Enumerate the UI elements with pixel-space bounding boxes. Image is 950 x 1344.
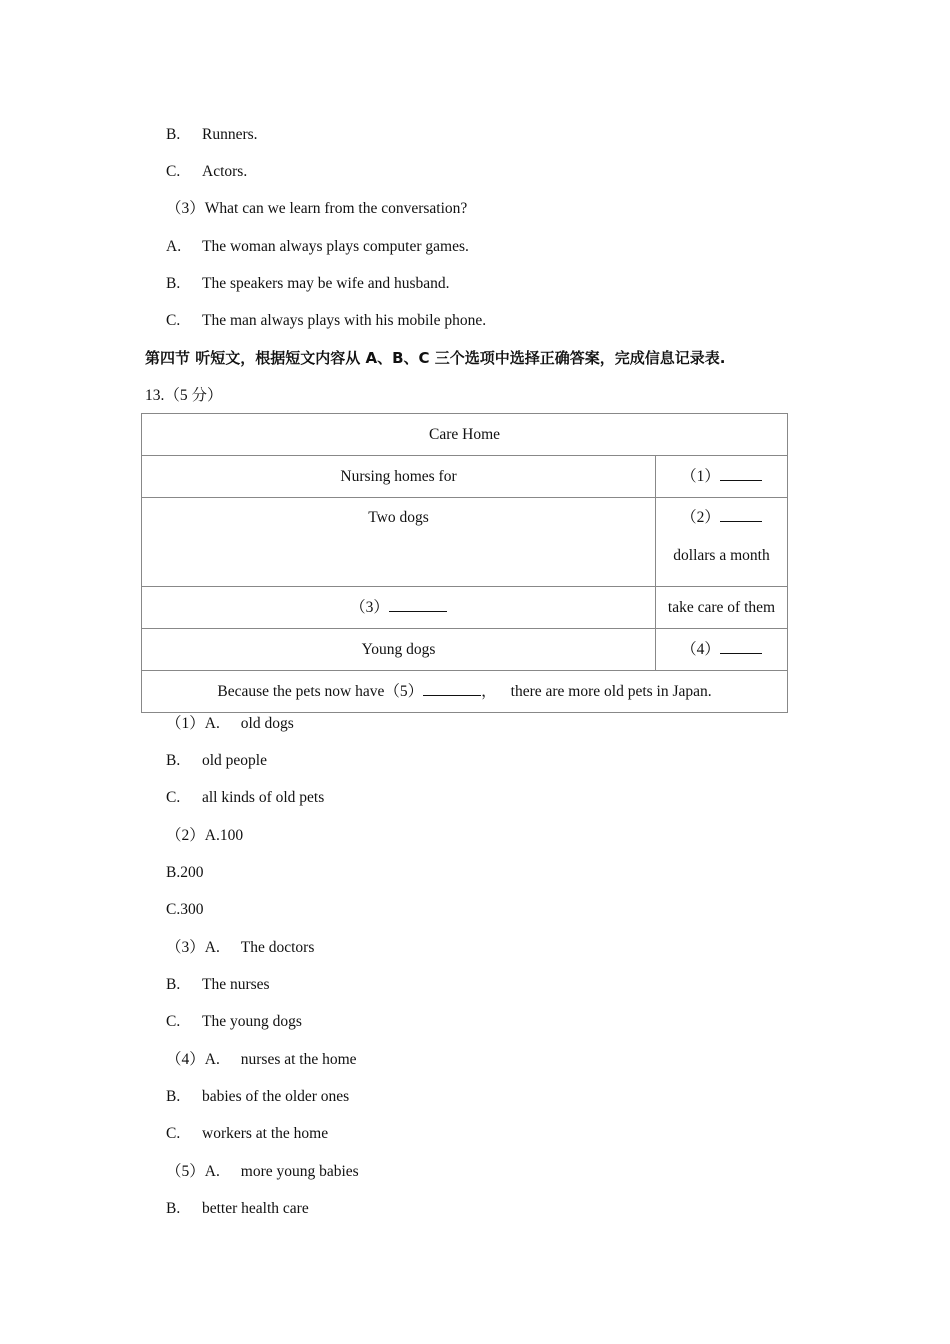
sub3-option-b — [166, 975, 270, 995]
sub1-option-a — [166, 714, 294, 734]
option-letter: B. — [166, 752, 181, 769]
summary-comma: ， — [481, 683, 497, 700]
option-text: The woman always plays computer games. — [202, 238, 469, 255]
option-text: Actors. — [202, 163, 248, 180]
option-letter: B. — [166, 976, 181, 993]
option-letter: A. — [166, 238, 182, 255]
option-text: babies of the older ones — [202, 1088, 350, 1105]
option-text: The man always plays with his mobile phone. — [202, 312, 487, 329]
summary-after: there are more old pets in Japan. — [510, 683, 712, 700]
option-text: all kinds of old pets — [202, 789, 325, 806]
sub5-option-a — [166, 1162, 359, 1182]
row5-summary — [142, 671, 788, 713]
sub5-option-b — [166, 1199, 309, 1219]
option-text: The doctors — [240, 939, 315, 956]
summary-before: Because the pets now have — [217, 683, 385, 700]
option-letter: C. — [166, 789, 181, 806]
row3-left — [142, 587, 656, 629]
row1-left: Nursing homes for — [142, 456, 656, 498]
sub3-option-a — [166, 938, 314, 958]
section-instruction: 听短文，根据短文内容从 A、B、C 三个选项中选择正确答案，完成信息记录表. — [195, 349, 726, 367]
option-letter: C. — [166, 312, 181, 329]
option-letter: C. — [166, 1125, 181, 1142]
option-letter: A. — [204, 1051, 220, 1068]
option-letter: C. — [166, 163, 181, 180]
row2-right — [656, 498, 788, 587]
row3-right: take care of them — [656, 587, 788, 629]
blank-line — [423, 683, 481, 696]
row4-right — [656, 629, 788, 671]
row2-unit: dollars a month — [673, 547, 770, 564]
option-text: Runners. — [202, 126, 258, 143]
blank-line — [389, 599, 447, 612]
option-letter: B. — [166, 1088, 181, 1105]
sub-number: （4） — [166, 1051, 205, 1068]
blank-number: （3） — [350, 599, 389, 616]
blank-line — [720, 468, 762, 481]
row4-left: Young dogs — [142, 629, 656, 671]
section-label: 第四节 — [145, 349, 191, 367]
sub-number: （2） — [166, 827, 205, 844]
sub4-option-b — [166, 1087, 349, 1107]
sub1-option-c — [166, 788, 324, 808]
option-b — [166, 125, 258, 145]
option-text: The nurses — [202, 976, 270, 993]
blank-number: （2） — [681, 509, 720, 526]
option-text: old people — [202, 752, 267, 769]
sub4-option-a — [166, 1050, 357, 1070]
q3-option-c — [166, 311, 486, 331]
option-text: old dogs — [240, 715, 294, 732]
sub-number: （1） — [166, 715, 205, 732]
option-letter: B. — [166, 1200, 181, 1217]
question-number: （3） — [166, 200, 205, 217]
row1-right — [656, 456, 788, 498]
blank-line — [720, 509, 762, 522]
option-text: The young dogs — [202, 1013, 302, 1030]
sub4-option-c — [166, 1124, 328, 1144]
blank-line — [720, 641, 762, 654]
sub2-option-c: C.300 — [166, 901, 204, 918]
sub1-option-b — [166, 751, 267, 771]
option-letter: B. — [166, 126, 181, 143]
option-text: workers at the home — [202, 1125, 329, 1142]
option-letter: B. — [166, 275, 181, 292]
option-letter: A. — [204, 715, 220, 732]
option-text: better health care — [202, 1200, 309, 1217]
option-letter: A. — [204, 1163, 220, 1180]
sub-number: （5） — [166, 1163, 205, 1180]
blank-number: （4） — [681, 641, 720, 658]
option-text: The speakers may be wife and husband. — [202, 275, 450, 292]
sub3-option-c — [166, 1012, 302, 1032]
question-text: What can we learn from the conversation? — [204, 200, 468, 217]
sub-number: （3） — [166, 939, 205, 956]
blank-number: （1） — [681, 468, 720, 485]
section-heading — [145, 348, 725, 368]
option-text: A.100 — [204, 827, 244, 844]
option-c — [166, 162, 247, 182]
info-record-table — [141, 413, 788, 713]
q3-option-b — [166, 274, 450, 294]
q3-option-a — [166, 237, 469, 257]
blank-number: （5） — [384, 683, 424, 700]
option-text: nurses at the home — [240, 1051, 357, 1068]
question-13-label: 13.（5 分） — [145, 387, 223, 404]
table-title: Care Home — [142, 414, 788, 456]
sub2-option-b: B.200 — [166, 864, 204, 881]
option-letter: A. — [204, 939, 220, 956]
question-3-stem — [166, 199, 467, 219]
row2-left: Two dogs — [142, 498, 656, 587]
sub2-option-a — [166, 826, 243, 846]
option-letter: C. — [166, 1013, 181, 1030]
option-text: more young babies — [240, 1163, 359, 1180]
